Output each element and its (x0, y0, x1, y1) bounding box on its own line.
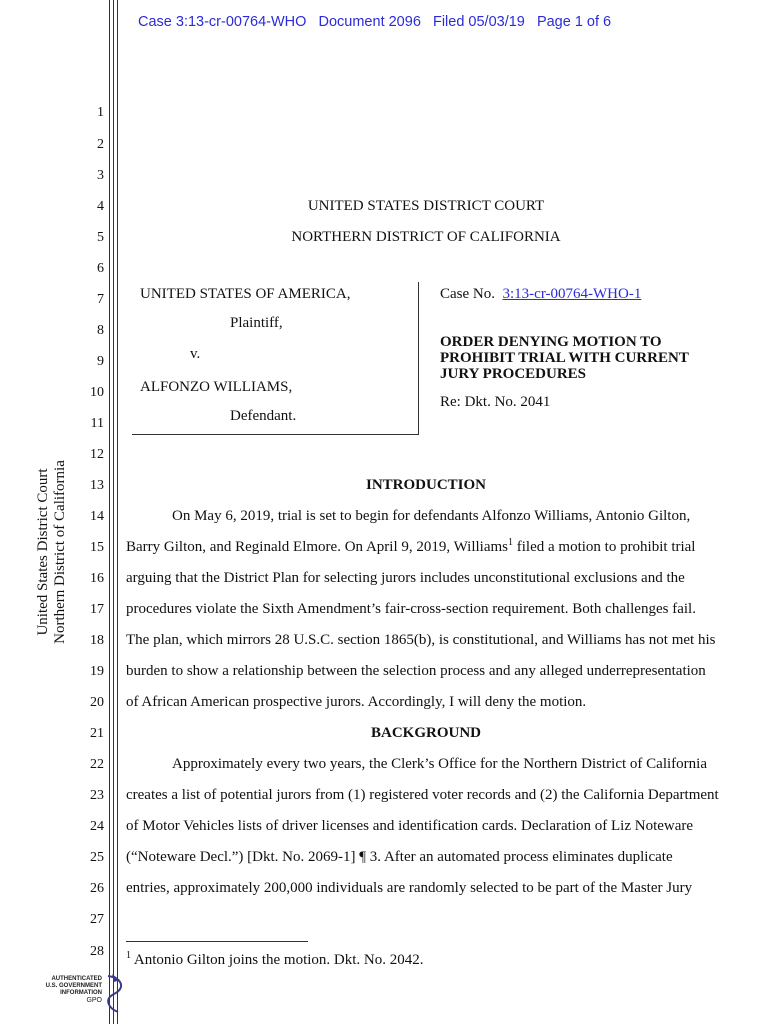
re-docket: Re: Dkt. No. 2041 (440, 394, 551, 410)
gpo-authentication-logo (32, 972, 132, 1016)
footnote (126, 952, 424, 969)
body-line: procedures violate the Sixth Amendment’s fair-cross-section requirement. Both challenges fail. (126, 601, 696, 617)
body-line: Approximately every two years, the Clerk’s Office for the Northern District of California (172, 756, 707, 772)
line-number: 5 (97, 230, 104, 245)
line-number: 19 (90, 664, 104, 679)
body-line: of African American prospective jurors. Accordingly, I will deny the motion. (126, 694, 587, 710)
court-name: UNITED STATES DISTRICT COURT (307, 198, 545, 214)
footnote-text: Antonio Gilton joins the motion. Dkt. No. 2042. (131, 952, 424, 968)
body-line (126, 539, 695, 556)
line-number: 16 (90, 571, 104, 586)
section-heading-introduction: INTRODUCTION (365, 477, 486, 493)
line-number: 11 (90, 416, 104, 431)
line-number: 17 (90, 602, 104, 617)
line-number: 9 (97, 354, 104, 369)
side-court-label-line1: United States District Court (35, 468, 51, 636)
margin-rule-left-inner (113, 0, 114, 1024)
caption-divider-vertical (418, 282, 419, 435)
line-number: 13 (90, 478, 104, 493)
line-number: 18 (90, 633, 104, 648)
margin-rule-text-edge (117, 0, 118, 1024)
gpo-line1: AUTHENTICATED (51, 976, 102, 982)
line-number: 24 (90, 819, 104, 834)
case-number-link[interactable]: 3:13-cr-00764-WHO-1 (502, 286, 642, 302)
case-number (440, 286, 641, 303)
body-line: On May 6, 2019, trial is set to begin for defendants Alfonzo Williams, Antonio Gilton, (172, 508, 691, 524)
line-number: 7 (97, 292, 104, 307)
line-number: 8 (97, 323, 104, 338)
line-number: 23 (90, 788, 104, 803)
order-title-line2: PROHIBIT TRIAL WITH CURRENT (440, 350, 689, 366)
line-number: 28 (90, 944, 104, 959)
margin-rule-left-outer (109, 0, 110, 1024)
court-district: NORTHERN DISTRICT OF CALIFORNIA (291, 229, 561, 245)
defendant-role: Defendant. (230, 408, 297, 424)
order-title (440, 334, 689, 382)
footnote-reference: 1 (508, 537, 513, 548)
body-line: entries, approximately 200,000 individuals are randomly selected to be part of the Master Jury (126, 880, 693, 896)
line-number: 15 (90, 540, 104, 555)
line-number: 22 (90, 757, 104, 772)
gpo-line2: U.S. GOVERNMENT (45, 983, 102, 989)
order-title-line3: JURY PROCEDURES (440, 366, 587, 382)
line-number: 27 (90, 912, 104, 927)
line-number: 10 (90, 385, 104, 400)
line-number: 14 (90, 509, 104, 524)
defendant-name: ALFONZO WILLIAMS, (140, 379, 293, 395)
order-title-line1: ORDER DENYING MOTION TO (440, 334, 662, 350)
section-heading-background: BACKGROUND (370, 725, 481, 741)
gpo-line3: INFORMATION (60, 990, 102, 996)
line-number: 26 (90, 881, 104, 896)
line-number: 6 (97, 261, 104, 276)
body-line: of Motor Vehicles lists of driver licenses and identification cards. Declaration of Liz Noteware (126, 818, 694, 834)
versus-label: v. (190, 346, 201, 362)
line-number: 25 (90, 850, 104, 865)
plaintiff-name: UNITED STATES OF AMERICA, (140, 286, 351, 302)
body-line: burden to show a relationship between the selection process and any alleged underrepresentation (126, 663, 706, 679)
line-number: 3 (97, 168, 104, 183)
line-number: 1 (97, 105, 104, 120)
gpo-line4: GPO (86, 997, 102, 1004)
body-line-text: filed a motion to prohibit trial (513, 539, 696, 555)
side-court-label-line2: Northern District of California (52, 460, 68, 644)
side-court-label (35, 460, 69, 644)
eagle-icon (100, 972, 128, 1016)
line-number: 2 (97, 137, 104, 152)
footnote-separator (126, 941, 308, 942)
body-line: creates a list of potential jurors from (1) registered voter records and (2) the California Department (126, 787, 719, 803)
line-number: 4 (97, 199, 104, 214)
plaintiff-role: Plaintiff, (230, 315, 283, 331)
line-number: 12 (90, 447, 104, 462)
case-number-label: Case No. (440, 286, 495, 302)
line-number: 21 (90, 726, 104, 741)
line-number: 20 (90, 695, 104, 710)
caption-divider-horizontal (132, 434, 419, 435)
body-line: (“Noteware Decl.”) [Dkt. No. 2069-1] ¶ 3. After an automated process eliminates duplicate (126, 849, 673, 865)
body-line: The plan, which mirrors 28 U.S.C. section 1865(b), is constitutional, and Williams has not met his (126, 632, 716, 648)
footnote-mark: 1 (126, 950, 131, 961)
body-line: arguing that the District Plan for selecting jurors includes unconstitutional exclusions and the (126, 570, 685, 586)
header-stamp: Case 3:13-cr-00764-WHO Document 2096 Filed 05/03/19 Page 1 of 6 (138, 14, 612, 30)
body-line-text: Barry Gilton, and Reginald Elmore. On April 9, 2019, Williams (126, 539, 508, 555)
